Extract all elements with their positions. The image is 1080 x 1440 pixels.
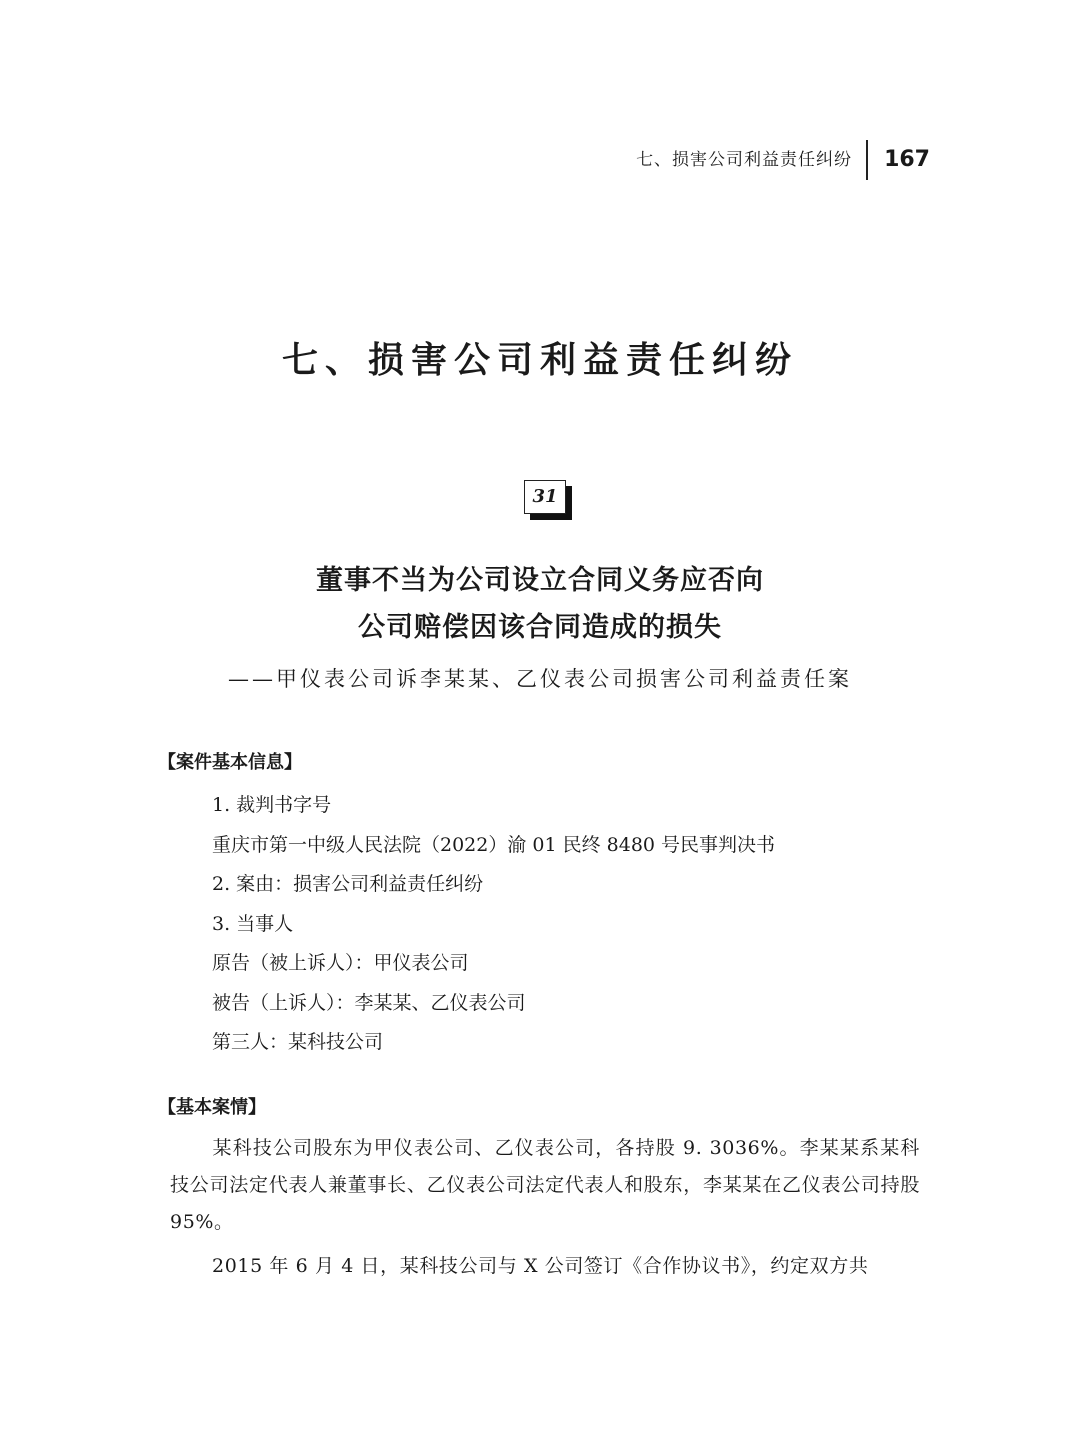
info-item: 第三人：某科技公司	[212, 1031, 384, 1053]
paragraph-text: 2015 年 6 月 4 日，某科技公司与 X 公司签订《合作协议书》，约定双方共	[212, 1255, 869, 1277]
running-header	[636, 140, 930, 180]
section-heading-facts: 【基本案情】	[158, 1097, 266, 1118]
case-title-line-2: 公司赔偿因该合同造成的损失	[358, 612, 722, 643]
running-header-title: 七、损害公司利益责任纠纷	[636, 150, 853, 170]
facts-paragraph-1	[170, 1130, 920, 1241]
case-number-box	[524, 480, 574, 522]
case-number: 31	[524, 480, 566, 514]
chapter-title: 七、损害公司利益责任纠纷	[281, 340, 798, 381]
page-number: 167	[884, 147, 930, 172]
info-item: 重庆市第一中级人民法院（2022）渝 01 民终 8480 号民事判决书	[212, 833, 776, 856]
info-item: 2. 案由：损害公司利益责任纠纷	[212, 873, 484, 895]
case-title-line-1: 董事不当为公司设立合同义务应否向	[316, 565, 764, 596]
paragraph-text: 某科技公司股东为甲仪表公司、乙仪表公司，各持股 9. 3036%。李某某系某科技公司法定代表人兼董事长、乙仪表公司法定代表人和股东，李某某在乙仪表公司持股 95%。	[170, 1137, 920, 1233]
info-item: 3. 当事人	[212, 912, 294, 935]
section-heading-basic-info: 【案件基本信息】	[158, 752, 302, 773]
info-item: 被告（上诉人）：李某某、乙仪表公司	[212, 991, 526, 1014]
facts-paragraph-2	[170, 1248, 920, 1285]
case-subtitle: ——甲仪表公司诉李某某、乙仪表公司损害公司利益责任案	[228, 667, 852, 691]
basic-info-list	[212, 786, 775, 1063]
info-item: 原告（被上诉人）：甲仪表公司	[212, 952, 469, 974]
info-item: 1. 裁判书字号	[212, 794, 332, 816]
